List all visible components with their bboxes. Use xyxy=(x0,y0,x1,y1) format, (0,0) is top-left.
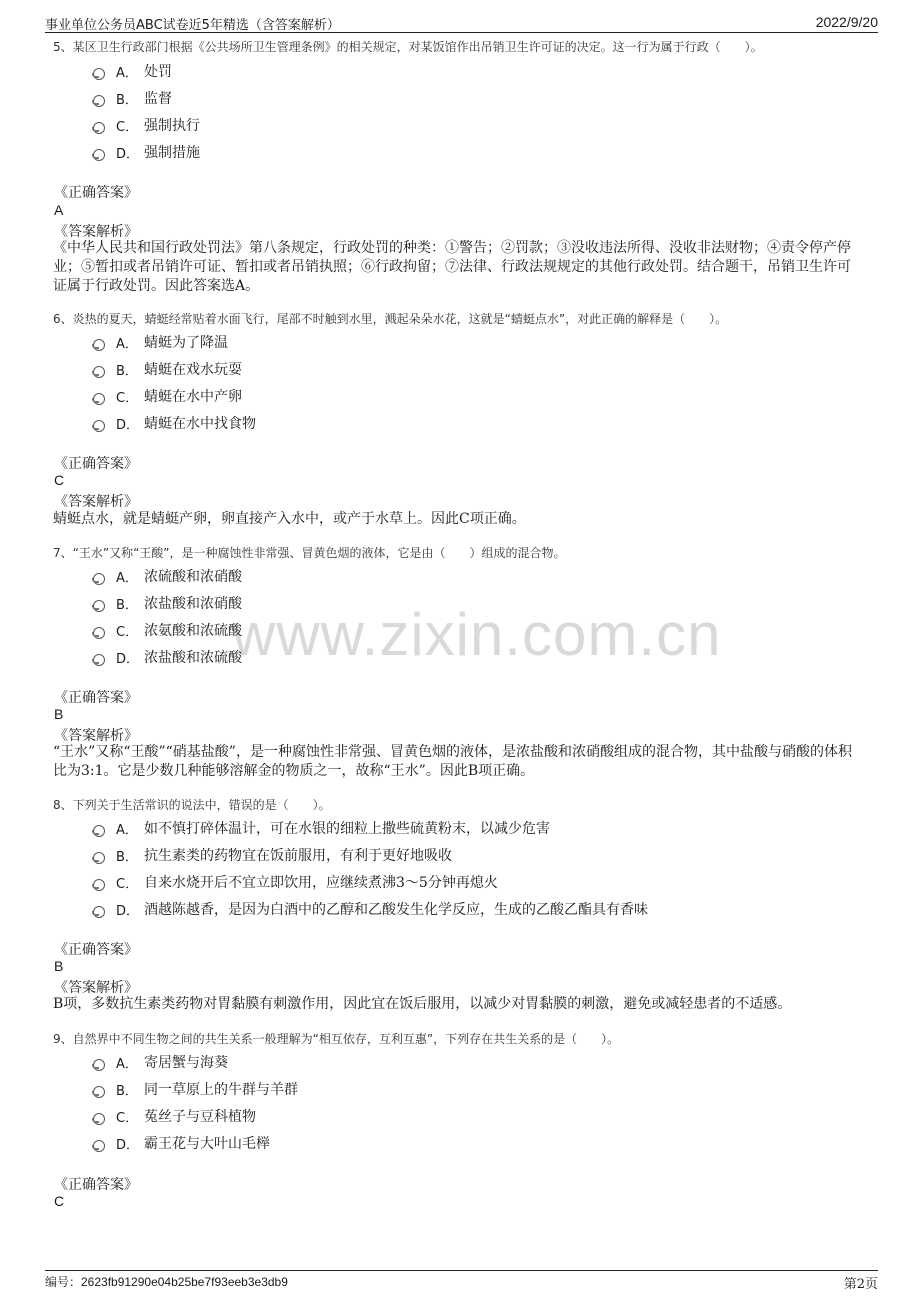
question-7-option-b[interactable]: B． 浓盐酸和浓硝酸 xyxy=(93,593,242,613)
page-footer xyxy=(45,1270,878,1292)
question-8-option-d[interactable]: D． 酒越陈越香，是因为白酒中的乙醇和乙酸发生化学反应，生成的乙酸乙酯具有香味 xyxy=(93,899,648,919)
question-8-option-c[interactable]: C． 自来水烧开后不宜立即饮用，应继续煮沸3～5分钟再熄火 xyxy=(93,872,498,892)
radio-icon[interactable] xyxy=(93,1059,105,1071)
question-5-analysis: 《中华人民共和国行政处罚法》第八条规定，行政处罚的种类：①警告；②罚款；③没收违法所得、没收非法财物；④责令停产停业；⑤暂扣或者吊销许可证、暂扣或者吊销执照；⑥行政拘留；⑦法律、行政法规规定的其他行政处罚。结合题干，吊销卫生许可证属于行政处罚。因此答案选A。 xyxy=(53,240,851,294)
question-6-option-c[interactable]: C． 蜻蜓在水中产卵 xyxy=(93,386,242,406)
question-7-text: 7、“王水”又称“王酸”，是一种腐蚀性非常强、冒黄色烟的液体，它是由（ ）组成的混合物。 xyxy=(53,546,566,560)
question-9-option-b[interactable]: B． 同一草原上的牛群与羊群 xyxy=(93,1079,298,1099)
answer-label: 《正确答案》 xyxy=(54,456,138,472)
question-7-analysis: “王水”又称“王酸”“硝基盐酸”，是一种腐蚀性非常强、冒黄色烟的液体，是浓盐酸和浓硝酸组成的混合物，其中盐酸与硝酸的体积比为3:1。它是少数几种能够溶解金的物质之一，故称“王水”。因此B项正确。 xyxy=(53,744,852,779)
radio-icon[interactable] xyxy=(93,149,105,161)
question-6-option-a[interactable]: A． 蜻蜓为了降温 xyxy=(93,332,228,352)
radio-icon[interactable] xyxy=(93,852,105,864)
radio-icon[interactable] xyxy=(93,1140,105,1152)
question-8-option-a[interactable]: A． 如不慎打碎体温计，可在水银的细粒上撒些硫黄粉末，以减少危害 xyxy=(93,818,550,838)
radio-icon[interactable] xyxy=(93,393,105,405)
question-8-answer: B xyxy=(54,958,64,974)
question-7-option-d[interactable]: D． 浓盐酸和浓硫酸 xyxy=(93,647,242,667)
question-9-option-c[interactable]: C． 菟丝子与豆科植物 xyxy=(93,1106,256,1126)
question-6-option-b[interactable]: B． 蜻蜓在戏水玩耍 xyxy=(93,359,242,379)
question-5-option-c[interactable]: C． 强制执行 xyxy=(93,115,200,135)
analysis-label: 《答案解析》 xyxy=(54,224,138,240)
document-id: 编号：2623fb91290e04b25be7f93eeb3e3db9 xyxy=(45,1275,288,1289)
question-5-option-b[interactable]: B． 监督 xyxy=(93,88,172,108)
question-8-option-b[interactable]: B． 抗生素类的药物宜在饭前服用，有利于更好地吸收 xyxy=(93,845,452,865)
question-5-answer: A xyxy=(54,202,64,218)
question-9-option-d[interactable]: D． 霸王花与大叶山毛榉 xyxy=(93,1133,270,1153)
question-7-option-a[interactable]: A． 浓硫酸和浓硝酸 xyxy=(93,566,242,586)
radio-icon[interactable] xyxy=(93,1086,105,1098)
question-5-text: 5、某区卫生行政部门根据《公共场所卫生管理条例》的相关规定，对某饭馆作出吊销卫生许可证的决定。这一行为属于行政（ ）。 xyxy=(53,40,763,54)
answer-label: 《正确答案》 xyxy=(54,942,138,958)
question-6-analysis: 蜻蜓点水，就是蜻蜓产卵，卵直接产入水中，或产于水草上。因此C项正确。 xyxy=(53,511,526,527)
radio-icon[interactable] xyxy=(93,654,105,666)
radio-icon[interactable] xyxy=(93,95,105,107)
answer-label: 《正确答案》 xyxy=(54,185,138,201)
radio-icon[interactable] xyxy=(93,627,105,639)
radio-icon[interactable] xyxy=(93,825,105,837)
question-9-option-a[interactable]: A． 寄居蟹与海葵 xyxy=(93,1052,228,1072)
page-header xyxy=(45,12,878,33)
question-6-text: 6、炎热的夏天，蜻蜓经常贴着水面飞行，尾部不时触到水里，溅起朵朵水花，这就是“蜻蜓点水”，对此正确的解释是（ ）。 xyxy=(53,312,728,326)
analysis-label: 《答案解析》 xyxy=(54,728,138,744)
answer-label: 《正确答案》 xyxy=(54,690,138,706)
question-6-option-d[interactable]: D． 蜻蜓在水中找食物 xyxy=(93,413,256,433)
question-7-option-c[interactable]: C． 浓氨酸和浓硫酸 xyxy=(93,620,242,640)
page-number: 第2页 xyxy=(843,1277,878,1292)
question-8-text: 8、下列关于生活常识的说法中，错误的是（ ）。 xyxy=(53,798,331,812)
question-8-analysis: B项，多数抗生素类药物对胃黏膜有刺激作用，因此宜在饭后服用，以减少对胃黏膜的刺激，避免或减轻患者的不适感。 xyxy=(53,996,792,1012)
radio-icon[interactable] xyxy=(93,906,105,918)
question-5-option-d[interactable]: D． 强制措施 xyxy=(93,142,200,162)
analysis-label: 《答案解析》 xyxy=(54,494,138,510)
document-date: 2022/9/20 xyxy=(815,14,878,30)
radio-icon[interactable] xyxy=(93,879,105,891)
answer-label: 《正确答案》 xyxy=(54,1177,138,1193)
radio-icon[interactable] xyxy=(93,600,105,612)
document-title: 事业单位公务员ABC试卷近5年精选（含答案解析） xyxy=(45,18,340,33)
analysis-label: 《答案解析》 xyxy=(54,980,138,996)
radio-icon[interactable] xyxy=(93,366,105,378)
question-7-answer: B xyxy=(54,706,64,722)
question-9-answer: C xyxy=(54,1193,65,1209)
radio-icon[interactable] xyxy=(93,420,105,432)
question-6-answer: C xyxy=(54,472,65,488)
radio-icon[interactable] xyxy=(93,122,105,134)
question-9-text: 9、自然界中不同生物之间的共生关系一般理解为“相互依存，互利互惠”，下列存在共生关系的是（ ）。 xyxy=(53,1032,620,1046)
question-5-option-a[interactable]: A． 处罚 xyxy=(93,61,172,81)
radio-icon[interactable] xyxy=(93,339,105,351)
radio-icon[interactable] xyxy=(93,573,105,585)
radio-icon[interactable] xyxy=(93,1113,105,1125)
radio-icon[interactable] xyxy=(93,68,105,80)
watermark: www.zixin.com.cn xyxy=(232,601,722,668)
